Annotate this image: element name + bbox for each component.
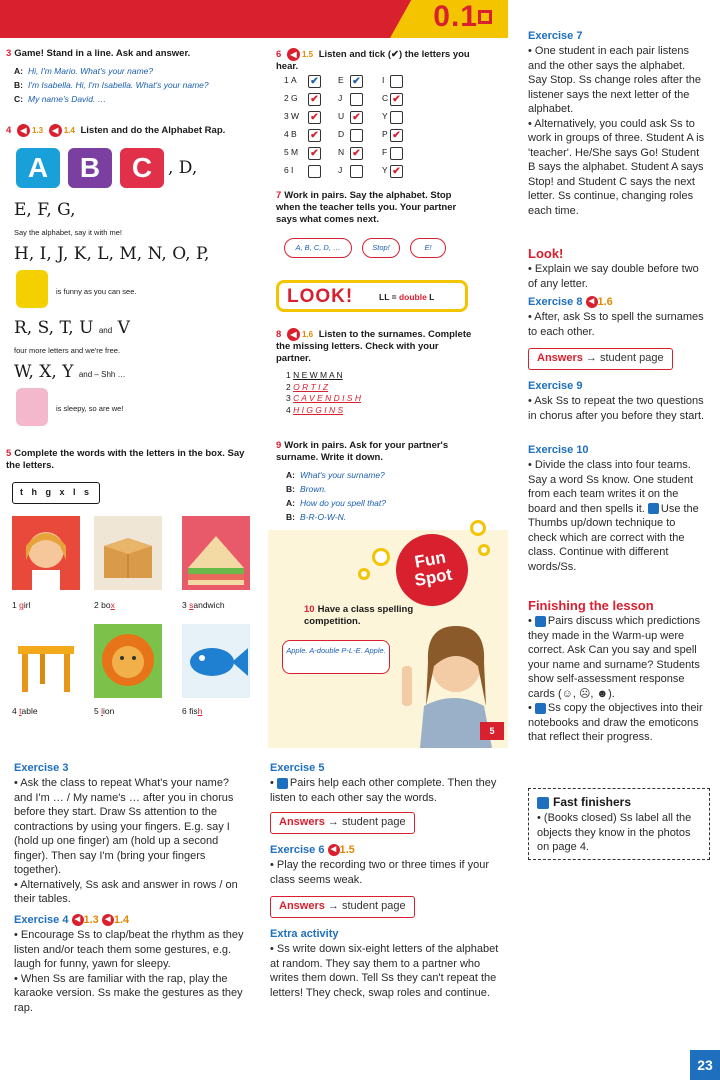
rap-line-3: Say the alphabet, say it with me! [14,228,122,237]
tick-box[interactable] [390,111,403,124]
look-label: LOOK! [287,286,354,307]
notes-ex6-text: • Play the recording two or three times if your class seems weak. [270,859,490,886]
unit-square-icon [478,10,492,24]
notes-ex3-heading: Exercise 3 [14,762,69,774]
letter-box: t h g x l s [12,482,100,504]
audio-icon[interactable]: ◀ [17,124,30,137]
rap-line-6: R, S, T, U and V [14,318,130,338]
notes-look-text: • Explain we say double before two of any letter. [528,263,699,290]
tick-box[interactable]: ✔ [308,75,321,88]
letter-tile-a: A [16,148,60,188]
tick-grid [284,72,434,180]
notes-ex4-heading: Exercise 4 ◀ 1.3 ◀ 1.4 [14,914,130,926]
word-3: 3 sandwich [182,600,225,610]
letter-tile-c: C [120,148,164,188]
letter-q-figure [16,270,48,308]
tick-box[interactable]: ✔ [390,129,403,142]
tick-box[interactable] [350,129,363,142]
tick-row: 1 A ✔ E ✔ I [284,72,434,90]
sandwich-photo [182,516,250,590]
notes-extra-heading: Extra activity [270,928,339,940]
word-2: 2 box [94,600,115,610]
notes-extra-text: • Ss write down six-eight letters of the alphabet at random. They say them to a partner who writes them down. Tell Ss they can't repeat the letters! They check, swap roles and continue. [270,943,499,999]
ex8-title: 8 ◀ 1.6 Listen to the surnames. Complete the missing letters. Check with your partner. [276,329,472,365]
pair-discussion-icon [535,616,546,627]
deco-ring [358,568,370,580]
look-box [276,280,468,312]
fast-finishers-heading: Fast finishers [537,795,631,809]
rap-line-5: is funny as you can see. [56,287,137,296]
fun-spot-badge: Fun Spot [390,528,473,611]
ex4-title: 4 ◀ 1.3 ◀ 1.4 Listen and do the Alphabet Rap. [6,125,226,137]
rap-line-7: four more letters and we're free. [14,346,121,355]
thumbs-technique-icon [648,503,659,514]
tick-box[interactable]: ✔ [390,165,403,178]
unit-number: 0.1 [433,0,478,33]
tick-box[interactable] [308,165,321,178]
tick-row: 4 B ✔ D P ✔ [284,126,434,144]
notes-ex10-text: • Divide the class into four teams. Say a word Ss know. One student from each team writes it on the board and then spells it. Use the Thumbs up/down technique to check which are correct with the class. Continue with different words/Ss. [528,459,699,573]
tick-row: 2 G ✔ J C ✔ [284,90,434,108]
letter-tile-b: B [68,148,112,188]
page-number: 23 [690,1050,720,1080]
ex3-title: 3 Game! Stand in a line. Ask and answer. [6,48,191,59]
tick-row: 5 M ✔ N ✔ F [284,144,434,162]
notes-ex10-heading: Exercise 10 [528,444,589,456]
notes-ex8-text: • After, ask Ss to spell the surnames to each other. [528,311,704,338]
tick-box[interactable] [350,165,363,178]
word-1: 1 girl [12,600,31,610]
tick-box[interactable]: ✔ [350,111,363,124]
notes-ex7-text: • One student in each pair listens and the other says the alphabet. Say Stop. Ss change roles after the listener says the next letter of the alphabet. • Alternatively, you could ask Ss to work in groups of three. Student A is 'teacher'. He/She says Go! Student B says the alphabet. Student A says Stop! and Student C says the next letter. Ss continue, changing roles each time. [528,45,705,217]
tick-box[interactable] [390,147,403,160]
audio-icon[interactable]: ◀ [287,48,300,61]
tick-box[interactable]: ✔ [350,75,363,88]
tick-box[interactable]: ✔ [390,93,403,106]
lion-photo [94,624,162,698]
audio-icon[interactable]: ◀ [49,124,62,137]
notes-ex5-text: • Pairs help each other complete. Then they listen to each other say the words. [270,777,497,804]
ex5-title: 5 Complete the words with the letters in the box. Say the letters. [6,448,245,471]
deco-ring [478,544,490,556]
audio-icon[interactable]: ◀ [328,844,340,856]
rap-line-8: W, X, Y and – Shh … [14,362,126,382]
audio-icon[interactable]: ◀ [586,296,598,308]
tick-box[interactable]: ✔ [308,147,321,160]
word-4: 4 table [12,706,38,716]
deco-ring [372,548,390,566]
tick-row: 3 W ✔ U ✔ Y [284,108,434,126]
tick-box[interactable]: ✔ [308,93,321,106]
tick-box[interactable] [390,75,403,88]
speech-bubble: Stop! [362,238,400,258]
word-6: 6 fish [182,706,203,716]
rap-line-4: H, I, J, K, L, M, N, O, P, [14,244,210,264]
letter-z-figure [16,388,48,426]
tick-box[interactable]: ✔ [350,147,363,160]
page-number-left: 5 [480,722,504,740]
tick-box[interactable]: ✔ [308,111,321,124]
fast-finishers-box [528,788,710,860]
look-rule: LL = double L [379,292,435,302]
top-band [0,0,508,38]
rap-line-9: is sleepy, so are we! [56,404,124,413]
audio-icon[interactable]: ◀ [287,328,300,341]
rap-line-2: E, F, G, [14,200,76,220]
speech-bubble: E! [410,238,446,258]
notes-finishing-text: • Pairs discuss which predictions they made in the Warm-up were correct. Ask Can you say and spell your name and surname? Students show self-assessment response cards (☺, ☹, ☻). • Ss copy the objectives into their notebooks and draw the emoticons that reflect their progress. [528,615,703,743]
ex10-title: 10 Have a class spelling competition. [304,604,414,627]
box-photo [94,516,162,590]
table-photo [12,624,80,698]
rap-line-1: , D, [168,158,198,178]
deco-ring [470,520,486,536]
notes-ex9-heading: Exercise 9 [528,380,583,392]
pair-work-icon [277,778,288,789]
ex3-dialogue: A: Hi, I'm Mario. What's your name? B: I'm Isabella. Hi, I'm Isabella. What's your name? C: My name's David. … [14,66,209,104]
notes-ex4-text: • Encourage Ss to clap/beat the rhythm as they listen and/or teach them some gestures, e.g. laugh for funny, yawn for sleepy. • When Ss are familiar with the rap, play the karaoke version. Ss make the gestures as they rap. [14,929,244,1014]
notes-look-heading: Look! [528,246,564,261]
ex9-title: 9 Work in pairs. Ask for your partner's surname. Write it down. [276,440,449,463]
student-page [0,0,508,748]
notebook-icon [535,703,546,714]
tick-box[interactable]: ✔ [308,129,321,142]
tick-box[interactable] [350,93,363,106]
notes-ex3-text: • Ask the class to repeat What's your name? and I'm … / My name's … after you in chorus before they start. Draw Ss attention to the contractions by using your fingers. E.g. say I (hold up one finger) am (hold up a second finger). Then say I'm (bring your fingers together). • Alternatively, Ss ask and answer in rows / on their tables. [14,777,238,905]
apple-bubble: Apple. A-double P-L-E. Apple. [282,640,390,674]
notes-ex9-text: • Ask Ss to repeat the two questions in chorus after you before they start. [528,395,705,422]
notes-finishing-heading: Finishing the lesson [528,598,654,613]
tick-row: 6 I J Y ✔ [284,162,434,180]
speech-bubble: A, B, C, D, … [284,238,352,258]
fish-photo [182,624,250,698]
girl-photo [12,516,80,590]
ex7-title: 7 Work in pairs. Say the alphabet. Stop when the teacher tells you. Your partner says what comes next. [276,190,457,225]
answers-button[interactable]: Answers → student page [528,348,673,370]
notes-ex8-heading: Exercise 8 ◀ 1.6 [528,296,613,308]
audio-icon[interactable]: ◀ [72,914,84,926]
notes-ex6-heading: Exercise 6 ◀ 1.5 [270,844,355,856]
notes-ex5-heading: Exercise 5 [270,762,325,774]
ex6-title: 6 ◀ 1.5 Listen and tick (✔) the letters you hear. [276,49,470,73]
answers-button[interactable]: Answers → student page [270,896,415,918]
fast-finishers-text: • (Books closed) Ss label all the objects they know in the photos on page 4. [537,812,692,853]
fast-finishers-icon [537,797,549,809]
word-5: 5 lion [94,706,115,716]
surname-list: 1 N E W M A N 2 O R T I Z 3 C A V E N D I S H 4 H I G G I N S [286,370,361,415]
ex9-dialogue: A: What's your surname? B: Brown. A: How do you spell that? B: B-R-O-W-N. [286,470,386,522]
answers-button[interactable]: Answers → student page [270,812,415,834]
audio-icon[interactable]: ◀ [102,914,114,926]
notes-ex7-heading: Exercise 7 [528,30,583,42]
